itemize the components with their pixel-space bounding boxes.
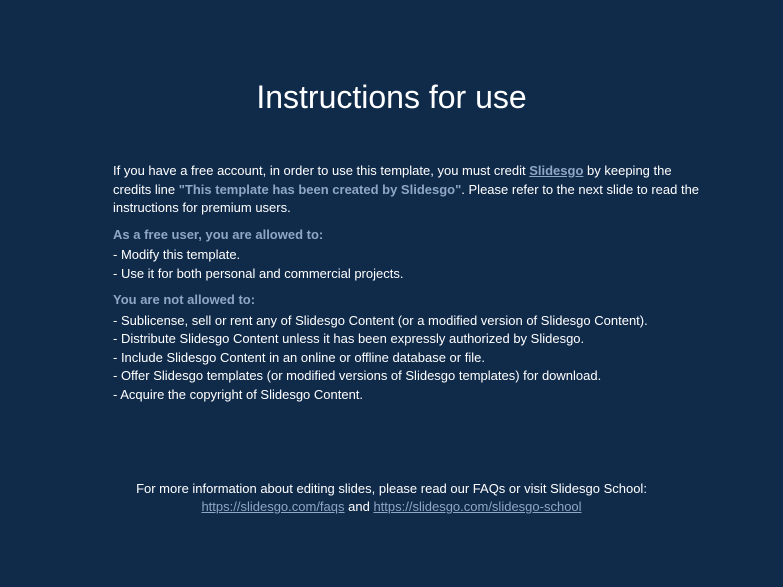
footer-links bbox=[0, 498, 783, 516]
intro-text-2: by keeping the credits line bbox=[113, 163, 672, 197]
intro-paragraph bbox=[113, 162, 703, 218]
slidesgo-link[interactable]: Slidesgo bbox=[529, 163, 584, 178]
footer-note bbox=[0, 480, 783, 516]
not-allowed-list bbox=[113, 312, 703, 405]
instructions-body bbox=[113, 162, 703, 412]
credits-quote: "This template has been created by Slidesgo" bbox=[178, 181, 462, 197]
slide-title: Instructions for use bbox=[256, 79, 527, 115]
list-item: - Acquire the copyright of Slidesgo Content. bbox=[113, 386, 364, 402]
intro-text-1: If you have a free account, in order to use this template, you must credit bbox=[113, 163, 530, 178]
allowed-heading: As a free user, you are allowed to: bbox=[113, 226, 324, 242]
faqs-link[interactable]: https://slidesgo.com/faqs bbox=[201, 499, 345, 514]
school-link[interactable]: https://slidesgo.com/slidesgo-school bbox=[373, 499, 582, 514]
footer-and: and bbox=[344, 499, 374, 514]
list-item: - Sublicense, sell or rent any of Slidesgo Content (or a modified version of Slidesgo Content). bbox=[113, 312, 648, 328]
footer-text: For more information about editing slides, please read our FAQs or visit Slidesgo School: bbox=[136, 481, 647, 496]
list-item: - Include Slidesgo Content in an online or offline database or file. bbox=[113, 349, 485, 365]
allowed-list bbox=[113, 246, 703, 283]
list-item: - Offer Slidesgo templates (or modified versions of Slidesgo templates) for download. bbox=[113, 368, 602, 383]
list-item: - Distribute Slidesgo Content unless it has been expressly authorized by Slidesgo. bbox=[113, 331, 585, 346]
list-item: - Use it for both personal and commercial projects. bbox=[113, 265, 404, 281]
not-allowed-heading: You are not allowed to: bbox=[113, 292, 256, 307]
list-item: - Modify this template. bbox=[113, 247, 241, 262]
intro-text-3: . Please refer to the next slide to read the instructions for premium users. bbox=[113, 181, 700, 215]
